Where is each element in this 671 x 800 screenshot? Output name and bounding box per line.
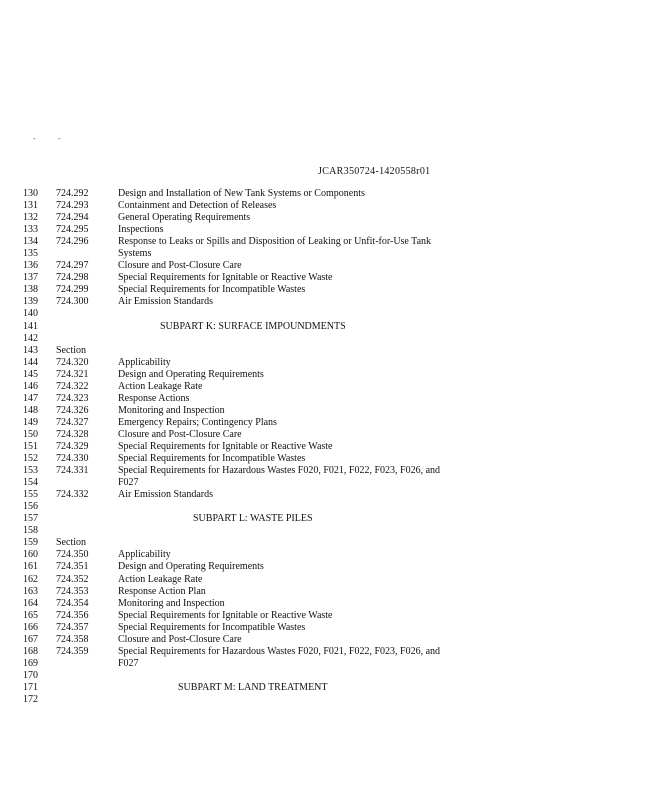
line-number: 136 [23,260,38,272]
document-line [0,525,671,537]
page-mark-right: - [58,134,61,143]
subpart-heading: SUBPART K: SURFACE IMPOUNDMENTS [160,320,346,332]
line-number: 140 [23,308,38,320]
document-line [0,321,671,333]
document-line [0,308,671,320]
document-line [0,465,671,477]
document-line [0,501,671,513]
line-number: 144 [23,356,38,368]
section-number: 724.299 [56,284,89,296]
line-number: 156 [23,501,38,513]
section-number: 724.328 [56,428,89,440]
document-line [0,658,671,670]
document-line [0,694,671,706]
document-line [0,453,671,465]
document-line [0,537,671,549]
section-number: 724.332 [56,489,89,501]
section-title: Response Actions [118,392,190,404]
section-title: Emergency Repairs; Contingency Plans [118,416,277,428]
document-line [0,224,671,236]
section-number: 724.354 [56,597,89,609]
section-title: Applicability [118,549,171,561]
section-title: Special Requirements for Ignitable or Reactive Waste [118,272,333,284]
section-title: Special Requirements for Ignitable or Reactive Waste [118,609,333,621]
document-line [0,345,671,357]
line-number: 137 [23,272,38,284]
section-number: 724.297 [56,260,89,272]
line-number: 130 [23,188,38,199]
section-title: Monitoring and Inspection [118,597,225,609]
line-number: 146 [23,380,38,392]
section-title: Monitoring and Inspection [118,404,225,416]
section-number: 724.331 [56,465,89,477]
section-number: 724.300 [56,296,89,308]
document-line [0,429,671,441]
line-number: 167 [23,633,38,645]
document-line [0,333,671,345]
document-line [0,586,671,598]
line-number: 150 [23,428,38,440]
line-number: 143 [23,344,38,356]
section-number: 724.358 [56,633,89,645]
document-line [0,200,671,212]
document-line [0,513,671,525]
section-title: Closure and Post-Closure Care [118,428,242,440]
document-line [0,212,671,224]
section-number: 724.350 [56,549,89,561]
line-number: 141 [23,320,38,332]
document-line [0,357,671,369]
section-number: 724.294 [56,212,89,224]
section-number: 724.295 [56,224,89,236]
section-title: Special Requirements for Ignitable or Reactive Waste [118,440,333,452]
section-number: Section [56,344,86,356]
section-title: Special Requirements for Incompatible Wastes [118,453,306,465]
section-number: 724.356 [56,609,89,621]
line-number: 142 [23,332,38,344]
line-number: 170 [23,669,38,681]
document-code-header: JCAR350724-1420558r01 [318,166,431,177]
section-title: Action Leakage Rate [118,573,203,585]
section-number: 724.327 [56,416,89,428]
line-number: 168 [23,645,38,657]
line-number: 157 [23,513,38,525]
section-number: 724.293 [56,200,89,212]
section-title: Design and Operating Requirements [118,561,264,573]
document-line [0,369,671,381]
section-title: Design and Operating Requirements [118,368,264,380]
line-number: 152 [23,453,38,465]
line-number: 171 [23,681,38,693]
line-number: 132 [23,212,38,224]
document-line [0,549,671,561]
section-number: 724.320 [56,356,89,368]
line-number: 165 [23,609,38,621]
section-number: 724.329 [56,440,89,452]
section-title: Special Requirements for Hazardous Wastes F020, F021, F022, F023, F026, and [118,465,441,477]
document-line [0,646,671,658]
section-title: Special Requirements for Incompatible Wastes [118,621,306,633]
document-line [0,405,671,417]
line-number: 133 [23,224,38,236]
document-line [0,610,671,622]
section-title: General Operating Requirements [118,212,251,224]
section-title: Systems [118,248,152,260]
document-line [0,441,671,453]
document-line [0,393,671,405]
section-title: F027 [118,657,139,669]
section-number: 724.330 [56,453,89,465]
document-line [0,260,671,272]
line-numbered-body [0,188,671,706]
line-number: 162 [23,573,38,585]
line-number: 160 [23,549,38,561]
line-number: 161 [23,561,38,573]
line-number: 164 [23,597,38,609]
section-title: Closure and Post-Closure Care [118,633,242,645]
document-line [0,598,671,610]
document-line [0,634,671,646]
section-title: F027 [118,477,139,489]
section-number: 724.353 [56,585,89,597]
document-line [0,417,671,429]
section-title: Response Action Plan [118,585,206,597]
document-line [0,477,671,489]
document-line [0,272,671,284]
section-title: Air Emission Standards [118,296,213,308]
line-number: 159 [23,537,38,549]
document-line [0,670,671,682]
section-number: 724.323 [56,392,89,404]
document-line [0,682,671,694]
line-number: 139 [23,296,38,308]
section-number: 724.359 [56,645,89,657]
page-mark-left: - [33,134,36,143]
document-line [0,574,671,586]
line-number: 131 [23,200,38,212]
section-title: Design and Installation of New Tank Systems or Components [118,188,365,199]
section-title: Special Requirements for Incompatible Wastes [118,284,306,296]
line-number: 149 [23,416,38,428]
line-number: 172 [23,693,38,705]
section-number: Section [56,537,86,549]
section-number: 724.292 [56,188,89,199]
document-line [0,236,671,248]
section-title: Special Requirements for Hazardous Wastes F020, F021, F022, F023, F026, and [118,645,441,657]
section-number: 724.352 [56,573,89,585]
line-number: 163 [23,585,38,597]
line-number: 134 [23,236,38,248]
section-title: Response to Leaks or Spills and Disposition of Leaking or Unfit-for-Use Tank [118,236,432,248]
section-title: Containment and Detection of Releases [118,200,277,212]
document-line [0,561,671,573]
document-line [0,296,671,308]
section-title: Air Emission Standards [118,489,213,501]
subpart-heading: SUBPART M: LAND TREATMENT [178,681,328,693]
section-title: Applicability [118,356,171,368]
section-number: 724.296 [56,236,89,248]
section-number: 724.326 [56,404,89,416]
section-title: Action Leakage Rate [118,380,203,392]
section-number: 724.298 [56,272,89,284]
line-number: 135 [23,248,38,260]
subpart-heading: SUBPART L: WASTE PILES [193,513,313,525]
line-number: 169 [23,657,38,669]
line-number: 148 [23,404,38,416]
document-line [0,489,671,501]
document-line [0,188,671,200]
line-number: 147 [23,392,38,404]
section-title: Closure and Post-Closure Care [118,260,242,272]
line-number: 158 [23,525,38,537]
line-number: 155 [23,489,38,501]
line-number: 154 [23,477,38,489]
section-number: 724.357 [56,621,89,633]
line-number: 145 [23,368,38,380]
document-line [0,381,671,393]
line-number: 166 [23,621,38,633]
section-number: 724.321 [56,368,89,380]
document-line [0,622,671,634]
document-line [0,284,671,296]
section-title: Inspections [118,224,164,236]
line-number: 138 [23,284,38,296]
section-number: 724.351 [56,561,89,573]
line-number: 151 [23,440,38,452]
document-line [0,248,671,260]
section-number: 724.322 [56,380,89,392]
line-number: 153 [23,465,38,477]
